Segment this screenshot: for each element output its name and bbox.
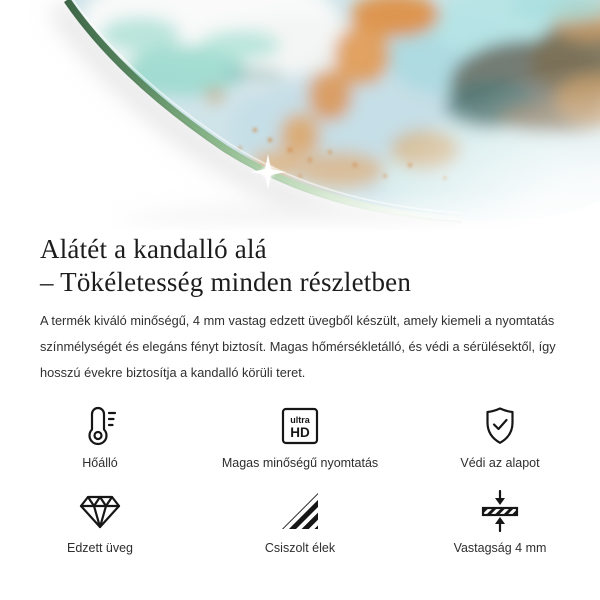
feature-heat-resistant (0, 404, 200, 471)
feature-label: Edzett üveg (66, 541, 133, 555)
feature-polished-edges (200, 489, 400, 556)
feature-label: Hőálló (82, 456, 118, 470)
feature-label: Magas minőségű nyomtatás (221, 456, 379, 470)
page-title-line2: – Tökéletesség minden részletben (40, 267, 412, 297)
feature-label: Vastagság 4 mm (453, 541, 547, 555)
thermometer-icon (79, 404, 121, 448)
ultra-hd-icon (279, 404, 321, 448)
diamond-icon (77, 489, 123, 533)
feature-label: Csiszolt élek (264, 541, 336, 555)
feature-tempered-glass (0, 489, 200, 556)
product-description: A termék kiváló minőségű, 4 mm vastag edzett üvegből készült, amely kiemeli a nyomtatás színmélységét és elegáns fényt biztosít. Magas hőmérsékletálló, és védi a sérülésektől, így hosszú évekre biztosítja a kandalló körüli teret. (40, 313, 556, 380)
page-title-line1: Alátét a kandalló alá (40, 234, 267, 264)
thickness-icon (478, 489, 522, 533)
feature-thickness (400, 489, 600, 556)
ultra-label: ultra (290, 415, 310, 425)
glass-mat-illustration (0, 0, 600, 230)
feature-ultra-hd-print (200, 404, 400, 471)
shield-check-icon (479, 404, 521, 448)
feature-label: Védi az alapot (460, 456, 540, 470)
page-title (40, 233, 580, 299)
product-hero-image (0, 0, 600, 230)
polished-edges-icon (278, 489, 322, 533)
feature-grid (0, 404, 600, 556)
hd-label: HD (290, 425, 310, 440)
feature-protects-base (400, 404, 600, 471)
